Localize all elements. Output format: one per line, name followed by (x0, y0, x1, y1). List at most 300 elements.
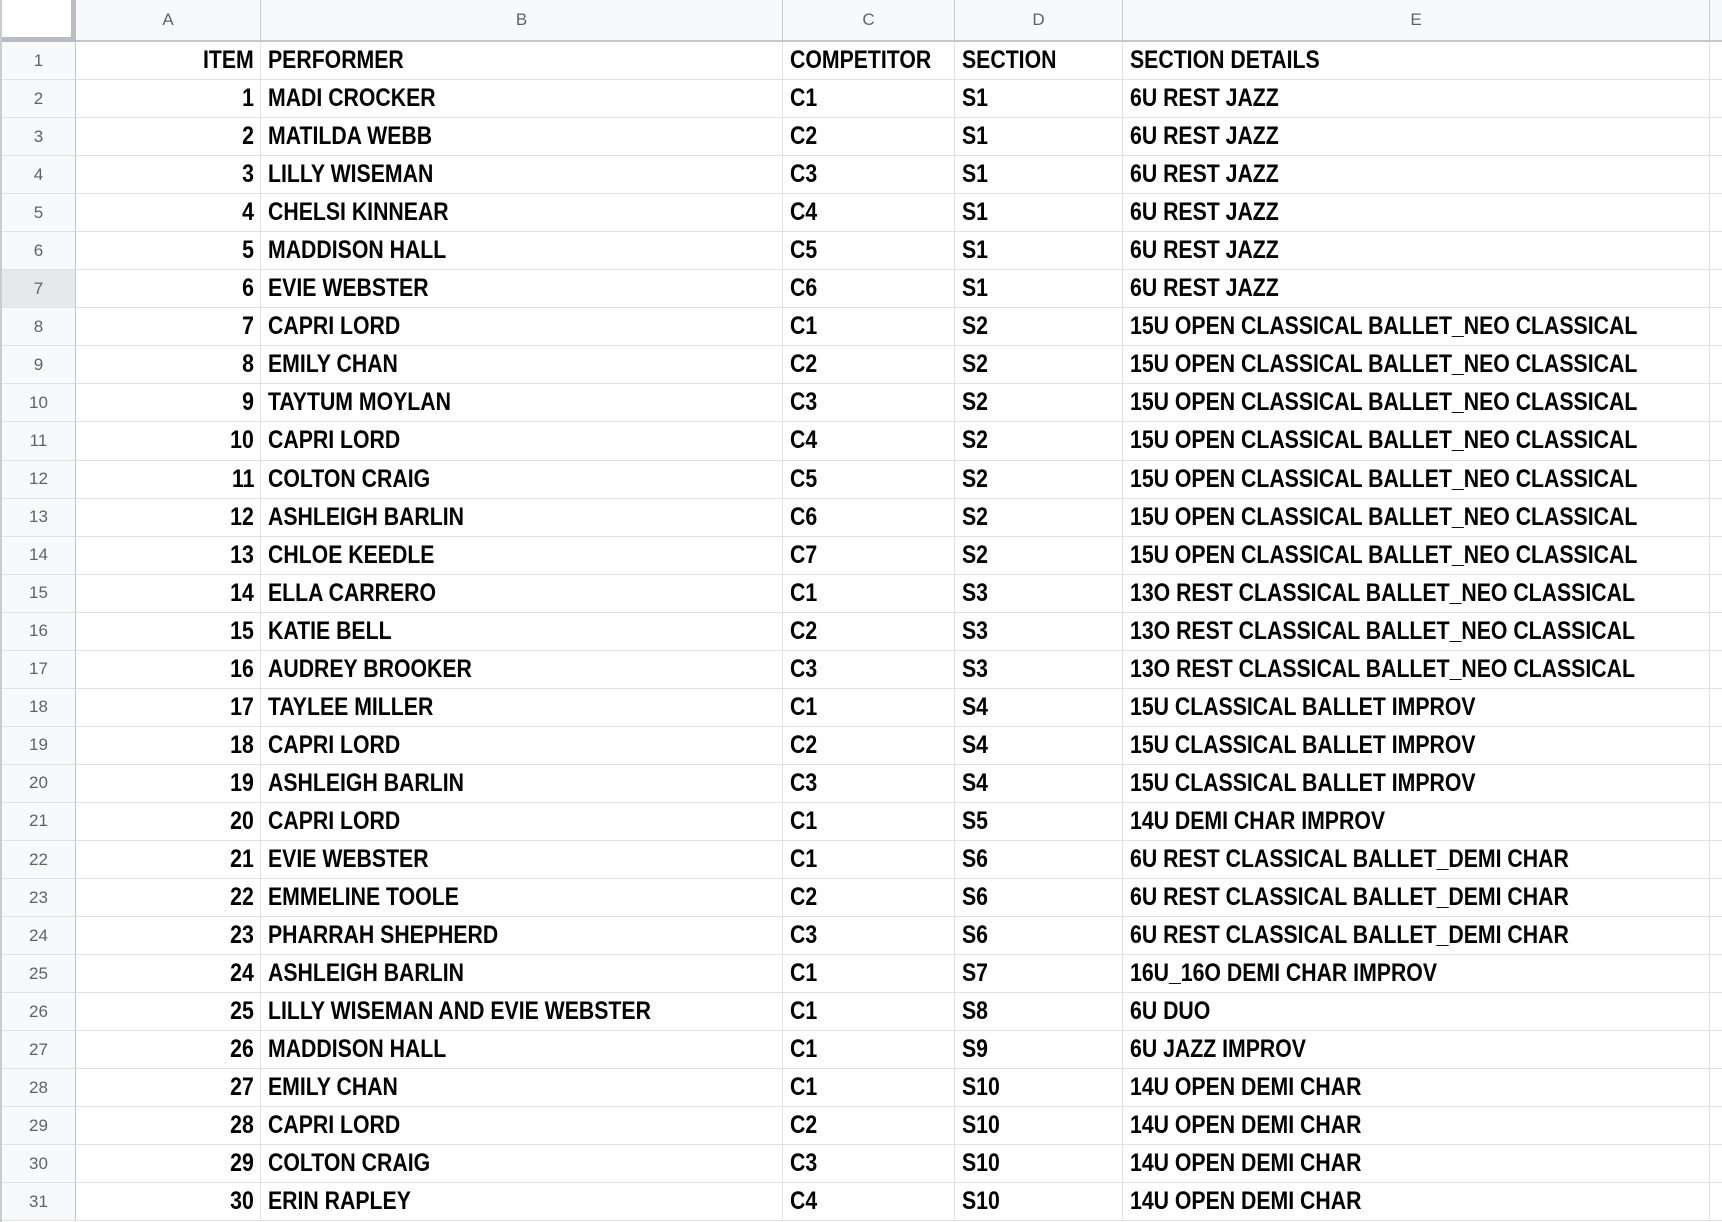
cell-section-details[interactable] (1123, 308, 1710, 346)
cell-section[interactable] (955, 499, 1123, 537)
row-header[interactable]: 1 (2, 42, 76, 80)
cell-text: C3 (790, 388, 818, 417)
cell-text: ITEM (203, 46, 254, 75)
row-header[interactable]: 13 (2, 499, 76, 537)
cell-competitor[interactable] (783, 499, 955, 537)
cell-text: MADDISON HALL (268, 236, 447, 265)
cell-text: MATILDA WEBB (268, 122, 433, 151)
cell-overflow[interactable] (1710, 879, 1722, 917)
cell-performer[interactable] (261, 803, 783, 841)
cell-item[interactable] (76, 499, 261, 537)
cell-section[interactable] (955, 1183, 1123, 1221)
cell-item[interactable] (76, 461, 261, 499)
cell-section-details[interactable] (1123, 499, 1710, 537)
sheet-row (2, 651, 1722, 689)
cell-text: 6U DUO (1130, 997, 1211, 1026)
cell-performer[interactable] (261, 575, 783, 613)
cell-section-details[interactable] (1123, 232, 1710, 270)
cell-section[interactable] (955, 308, 1123, 346)
cell-competitor[interactable] (783, 917, 955, 955)
cell-section[interactable] (955, 955, 1123, 993)
cell-competitor[interactable] (783, 1107, 955, 1145)
cell-text: C2 (790, 350, 818, 379)
cell-text: 6U REST JAZZ (1130, 274, 1279, 303)
cell-section-details[interactable] (1123, 613, 1710, 651)
cell-item[interactable] (76, 993, 261, 1031)
sheet-row (2, 80, 1722, 118)
cell-section-details[interactable] (1123, 575, 1710, 613)
cell-performer[interactable] (261, 1183, 783, 1221)
cell-performer[interactable] (261, 461, 783, 499)
column-header-d[interactable] (955, 0, 1123, 42)
grid-body (2, 42, 1722, 1221)
row-header[interactable]: 19 (2, 727, 76, 765)
row-header[interactable]: 9 (2, 346, 76, 384)
cell-section[interactable] (955, 727, 1123, 765)
column-letter: C (862, 10, 875, 29)
cell-text: C1 (790, 1035, 818, 1064)
row-header[interactable]: 7 (2, 270, 76, 308)
cell-section-details[interactable] (1123, 993, 1710, 1031)
cell-performer[interactable] (261, 194, 783, 232)
cell-section[interactable] (955, 1069, 1123, 1107)
cell-competitor[interactable] (783, 689, 955, 727)
cell-section[interactable] (955, 993, 1123, 1031)
cell-text: S1 (962, 84, 989, 113)
cell-section-details[interactable] (1123, 270, 1710, 308)
cell-text: 16 (230, 654, 254, 683)
cell-section[interactable] (955, 803, 1123, 841)
cell-text: S6 (962, 845, 989, 873)
row-header[interactable]: 10 (2, 384, 76, 422)
cell-performer[interactable] (261, 118, 783, 156)
cell-performer[interactable] (261, 232, 783, 270)
cell-text: 14 (230, 578, 254, 607)
row-header[interactable]: 15 (2, 575, 76, 613)
cell-section[interactable] (955, 346, 1123, 384)
cell-item[interactable] (76, 80, 261, 118)
cell-overflow[interactable] (1710, 384, 1722, 422)
cell-overflow[interactable] (1710, 156, 1722, 194)
row-header[interactable]: 27 (2, 1031, 76, 1069)
cell-text: C2 (790, 616, 818, 645)
cell-section[interactable] (955, 917, 1123, 955)
cell-overflow[interactable] (1710, 118, 1722, 156)
cell-section[interactable] (955, 841, 1123, 879)
cell-competitor[interactable] (783, 993, 955, 1031)
cell-section-details[interactable] (1123, 461, 1710, 499)
row-header[interactable]: 29 (2, 1107, 76, 1145)
cell-competitor[interactable] (783, 384, 955, 422)
cell-section[interactable] (955, 270, 1123, 308)
row-header[interactable]: 21 (2, 803, 76, 841)
cell-text: C1 (790, 959, 818, 988)
cell-item[interactable] (76, 879, 261, 917)
row-header[interactable]: 17 (2, 651, 76, 689)
cell-text: 6U REST CLASSICAL BALLET_DEMI CHAR (1130, 921, 1569, 950)
cell-performer[interactable] (261, 1107, 783, 1145)
cell-section-details[interactable] (1123, 651, 1710, 689)
cell-overflow[interactable] (1710, 727, 1722, 765)
cell-section[interactable] (955, 689, 1123, 727)
cell-performer[interactable] (261, 1145, 783, 1183)
cell-competitor[interactable] (783, 1069, 955, 1107)
cell-performer[interactable] (261, 422, 783, 460)
cell-text: 11 (231, 464, 254, 493)
cell-performer[interactable] (261, 384, 783, 422)
cell-item[interactable] (76, 1031, 261, 1069)
sheet-row (2, 993, 1722, 1031)
cell-text: C7 (790, 540, 818, 569)
cell-item[interactable] (76, 651, 261, 689)
cell-text: S4 (962, 692, 989, 721)
cell-item[interactable] (76, 841, 261, 879)
cell-performer[interactable] (261, 1031, 783, 1069)
cell-text: CHELSI KINNEAR (268, 198, 449, 227)
cell-section[interactable] (955, 537, 1123, 575)
column-header-a[interactable] (76, 0, 261, 42)
cell-text: ASHLEIGH BARLIN (268, 502, 464, 531)
cell-item[interactable] (76, 1183, 261, 1221)
cell-text: CAPRI LORD (268, 1111, 401, 1140)
cell-performer[interactable] (261, 917, 783, 955)
cell-text: 15 (230, 616, 254, 645)
cell-section[interactable] (955, 1107, 1123, 1145)
cell-text: KATIE BELL (268, 616, 392, 645)
cell-text: EMILY CHAN (268, 1073, 398, 1102)
cell-text: C1 (790, 806, 818, 835)
cell-competitor[interactable] (783, 1145, 955, 1183)
select-all-corner[interactable] (2, 0, 76, 42)
cell-section-details[interactable] (1123, 727, 1710, 765)
column-header-partial[interactable] (1710, 0, 1722, 42)
cell-text: S9 (962, 1035, 989, 1064)
cell-section-details[interactable] (1123, 765, 1710, 803)
cell-section-details[interactable] (1123, 955, 1710, 993)
cell-competitor[interactable] (783, 346, 955, 384)
cell-text: EMMELINE TOOLE (268, 883, 459, 912)
cell-text: 9 (242, 388, 254, 417)
cell-section[interactable] (955, 118, 1123, 156)
cell-performer[interactable] (261, 1069, 783, 1107)
cell-text: PERFORMER (268, 46, 404, 75)
cell-text: S10 (962, 1149, 1000, 1178)
cell-overflow[interactable] (1710, 917, 1722, 955)
sheet-row (2, 232, 1722, 270)
cell-performer[interactable] (261, 42, 783, 80)
cell-item[interactable] (76, 1145, 261, 1183)
cell-text: MADDISON HALL (268, 1035, 447, 1064)
cell-text: S10 (962, 1073, 1000, 1102)
cell-competitor[interactable] (783, 537, 955, 575)
cell-text: 15U CLASSICAL BALLET IMPROV (1130, 730, 1476, 759)
cell-overflow[interactable] (1710, 613, 1722, 651)
sheet-row (2, 841, 1722, 879)
cell-overflow[interactable] (1710, 232, 1722, 270)
column-header-b[interactable] (261, 0, 783, 42)
cell-overflow[interactable] (1710, 1107, 1722, 1145)
cell-text: C1 (790, 1073, 818, 1102)
cell-performer[interactable] (261, 955, 783, 993)
cell-section-details[interactable] (1123, 1069, 1710, 1107)
cell-item[interactable] (76, 232, 261, 270)
cell-overflow[interactable] (1710, 42, 1722, 80)
cell-section-details[interactable] (1123, 1107, 1710, 1145)
cell-section[interactable] (955, 232, 1123, 270)
cell-item[interactable] (76, 118, 261, 156)
cell-item[interactable] (76, 308, 261, 346)
cell-text: 10 (230, 426, 254, 455)
cell-section[interactable] (955, 879, 1123, 917)
cell-performer[interactable] (261, 308, 783, 346)
row-header[interactable]: 3 (2, 118, 76, 156)
row-header[interactable]: 8 (2, 308, 76, 346)
sheet-row (2, 1031, 1722, 1069)
cell-item[interactable] (76, 270, 261, 308)
cell-overflow[interactable] (1710, 1145, 1722, 1183)
cell-text: 6U REST JAZZ (1130, 122, 1279, 151)
cell-overflow[interactable] (1710, 461, 1722, 499)
cell-overflow[interactable] (1710, 575, 1722, 613)
cell-performer[interactable] (261, 537, 783, 575)
cell-item[interactable] (76, 422, 261, 460)
column-header-e[interactable] (1123, 0, 1710, 42)
cell-section-details[interactable] (1123, 1183, 1710, 1221)
cell-competitor[interactable] (783, 422, 955, 460)
cell-overflow[interactable] (1710, 346, 1722, 384)
cell-competitor[interactable] (783, 765, 955, 803)
cell-overflow[interactable] (1710, 993, 1722, 1031)
cell-section-details[interactable] (1123, 80, 1710, 118)
cell-competitor[interactable] (783, 613, 955, 651)
cell-competitor[interactable] (783, 232, 955, 270)
cell-text: 14U DEMI CHAR IMPROV (1130, 806, 1386, 835)
row-header[interactable]: 23 (2, 879, 76, 917)
cell-performer[interactable] (261, 765, 783, 803)
cell-competitor[interactable] (783, 1031, 955, 1069)
cell-overflow[interactable] (1710, 955, 1722, 993)
cell-text: S3 (962, 578, 989, 607)
cell-competitor[interactable] (783, 727, 955, 765)
cell-section-details[interactable] (1123, 118, 1710, 156)
row-header[interactable]: 22 (2, 841, 76, 879)
row-header[interactable]: 4 (2, 156, 76, 194)
row-header[interactable]: 5 (2, 194, 76, 232)
cell-performer[interactable] (261, 841, 783, 879)
cell-section-details[interactable] (1123, 689, 1710, 727)
cell-item[interactable] (76, 194, 261, 232)
cell-section[interactable] (955, 194, 1123, 232)
cell-text: 13O REST CLASSICAL BALLET_NEO CLASSICAL (1130, 616, 1635, 645)
cell-item[interactable] (76, 156, 261, 194)
cell-section[interactable] (955, 651, 1123, 689)
row-header[interactable]: 31 (2, 1183, 76, 1221)
cell-section-details[interactable] (1123, 1031, 1710, 1069)
row-header[interactable]: 20 (2, 765, 76, 803)
cell-section-details[interactable] (1123, 879, 1710, 917)
cell-performer[interactable] (261, 80, 783, 118)
cell-item[interactable] (76, 346, 261, 384)
cell-item[interactable] (76, 1107, 261, 1145)
sheet-row (2, 1107, 1722, 1145)
cell-item[interactable] (76, 613, 261, 651)
cell-text: 13 (230, 540, 254, 569)
cell-overflow[interactable] (1710, 537, 1722, 575)
cell-section-details[interactable] (1123, 537, 1710, 575)
row-header[interactable]: 14 (2, 537, 76, 575)
cell-text: C2 (790, 883, 818, 912)
cell-item[interactable] (76, 689, 261, 727)
cell-item[interactable] (76, 955, 261, 993)
cell-section[interactable] (955, 80, 1123, 118)
row-header[interactable]: 26 (2, 993, 76, 1031)
cell-performer[interactable] (261, 879, 783, 917)
row-header[interactable]: 28 (2, 1069, 76, 1107)
cell-text: EVIE WEBSTER (268, 845, 429, 873)
cell-performer[interactable] (261, 651, 783, 689)
cell-section[interactable] (955, 575, 1123, 613)
cell-performer[interactable] (261, 727, 783, 765)
cell-text: 5 (242, 236, 254, 265)
cell-performer[interactable] (261, 689, 783, 727)
cell-text: CAPRI LORD (268, 730, 401, 759)
cell-overflow[interactable] (1710, 1069, 1722, 1107)
cell-text: 15U OPEN CLASSICAL BALLET_NEO CLASSICAL (1130, 426, 1638, 455)
cell-item[interactable] (76, 42, 261, 80)
cell-text: 22 (230, 883, 254, 912)
cell-text: S4 (962, 768, 989, 797)
cell-overflow[interactable] (1710, 308, 1722, 346)
cell-item[interactable] (76, 1069, 261, 1107)
cell-text: C2 (790, 1111, 818, 1140)
cell-overflow[interactable] (1710, 80, 1722, 118)
cell-competitor[interactable] (783, 308, 955, 346)
row-header[interactable]: 16 (2, 613, 76, 651)
cell-overflow[interactable] (1710, 841, 1722, 879)
sheet-row (2, 537, 1722, 575)
cell-item[interactable] (76, 917, 261, 955)
cell-item[interactable] (76, 384, 261, 422)
row-header[interactable]: 11 (2, 422, 76, 460)
cell-item[interactable] (76, 575, 261, 613)
cell-text: 26 (230, 1035, 254, 1064)
cell-performer[interactable] (261, 270, 783, 308)
row-header[interactable]: 18 (2, 689, 76, 727)
cell-competitor[interactable] (783, 270, 955, 308)
cell-competitor[interactable] (783, 879, 955, 917)
row-header[interactable]: 6 (2, 232, 76, 270)
row-header[interactable]: 24 (2, 917, 76, 955)
cell-competitor[interactable] (783, 803, 955, 841)
cell-text: AUDREY BROOKER (268, 654, 472, 683)
cell-text: 7 (242, 312, 254, 341)
row-header[interactable]: 12 (2, 461, 76, 499)
cell-section-details[interactable] (1123, 917, 1710, 955)
cell-overflow[interactable] (1710, 689, 1722, 727)
cell-section[interactable] (955, 384, 1123, 422)
sheet-row (2, 1069, 1722, 1107)
cell-competitor[interactable] (783, 1183, 955, 1221)
cell-section-details[interactable] (1123, 194, 1710, 232)
cell-overflow[interactable] (1710, 651, 1722, 689)
column-header-c[interactable] (783, 0, 955, 42)
cell-competitor[interactable] (783, 42, 955, 80)
column-letter: D (1032, 10, 1045, 29)
cell-competitor[interactable] (783, 194, 955, 232)
cell-performer[interactable] (261, 346, 783, 384)
cell-section-details[interactable] (1123, 803, 1710, 841)
cell-text: 14U OPEN DEMI CHAR (1130, 1187, 1362, 1216)
cell-text: CHLOE KEEDLE (268, 540, 435, 569)
cell-item[interactable] (76, 537, 261, 575)
cell-section-details[interactable] (1123, 841, 1710, 879)
cell-text: C6 (790, 274, 818, 303)
cell-section[interactable] (955, 613, 1123, 651)
cell-overflow[interactable] (1710, 499, 1722, 537)
cell-text: 15U CLASSICAL BALLET IMPROV (1130, 768, 1476, 797)
cell-text: ELLA CARRERO (268, 578, 437, 607)
cell-text: 6 (242, 274, 254, 303)
cell-overflow[interactable] (1710, 194, 1722, 232)
cell-performer[interactable] (261, 156, 783, 194)
cell-competitor[interactable] (783, 651, 955, 689)
cell-section[interactable] (955, 1031, 1123, 1069)
cell-section[interactable] (955, 765, 1123, 803)
row-header[interactable]: 30 (2, 1145, 76, 1183)
cell-competitor[interactable] (783, 955, 955, 993)
cell-overflow[interactable] (1710, 803, 1722, 841)
cell-overflow[interactable] (1710, 1183, 1722, 1221)
cell-item[interactable] (76, 803, 261, 841)
cell-competitor[interactable] (783, 118, 955, 156)
cell-section[interactable] (955, 461, 1123, 499)
cell-section-details[interactable] (1123, 346, 1710, 384)
cell-section-details[interactable] (1123, 422, 1710, 460)
cell-section[interactable] (955, 42, 1123, 80)
cell-text: S2 (962, 388, 989, 417)
cell-item[interactable] (76, 765, 261, 803)
cell-section-details[interactable] (1123, 384, 1710, 422)
cell-competitor[interactable] (783, 841, 955, 879)
cell-performer[interactable] (261, 499, 783, 537)
cell-performer[interactable] (261, 993, 783, 1031)
cell-section[interactable] (955, 1145, 1123, 1183)
cell-overflow[interactable] (1710, 765, 1722, 803)
cell-overflow[interactable] (1710, 422, 1722, 460)
cell-text: C1 (790, 845, 818, 873)
row-header[interactable]: 25 (2, 955, 76, 993)
cell-section-details[interactable] (1123, 1145, 1710, 1183)
cell-text: COLTON CRAIG (268, 1149, 431, 1178)
cell-competitor[interactable] (783, 156, 955, 194)
cell-competitor[interactable] (783, 80, 955, 118)
cell-text: 6U REST CLASSICAL BALLET_DEMI CHAR (1130, 883, 1569, 912)
cell-section[interactable] (955, 422, 1123, 460)
cell-competitor[interactable] (783, 575, 955, 613)
cell-section[interactable] (955, 156, 1123, 194)
cell-section-details[interactable] (1123, 156, 1710, 194)
cell-competitor[interactable] (783, 461, 955, 499)
cell-section-details[interactable] (1123, 42, 1710, 80)
cell-overflow[interactable] (1710, 270, 1722, 308)
cell-text: 14U OPEN DEMI CHAR (1130, 1149, 1362, 1178)
cell-text: LILLY WISEMAN AND EVIE WEBSTER (268, 997, 651, 1026)
cell-text: 13O REST CLASSICAL BALLET_NEO CLASSICAL (1130, 578, 1635, 607)
cell-item[interactable] (76, 727, 261, 765)
cell-performer[interactable] (261, 613, 783, 651)
row-header[interactable]: 2 (2, 80, 76, 118)
cell-overflow[interactable] (1710, 1031, 1722, 1069)
